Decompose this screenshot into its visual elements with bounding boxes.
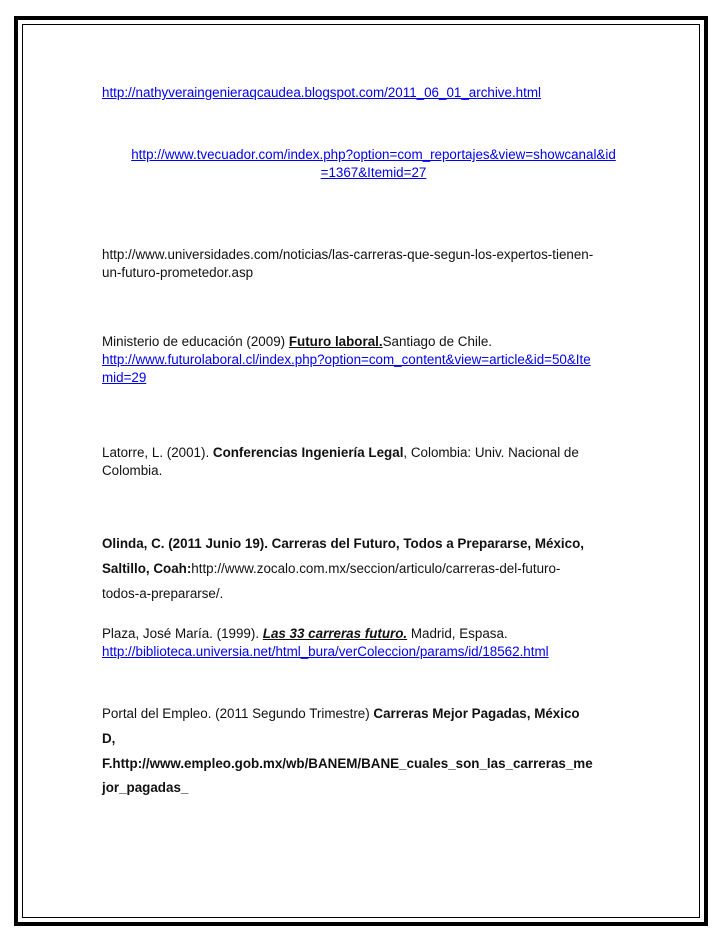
reference-8-line3: F.http://www.empleo.gob.mx/wb/BANEM/BANE_cuales_son_las_carreras_me: [102, 755, 593, 771]
reference-6: [102, 532, 637, 606]
reference-6-line1: Olinda, C. (2011 Junio 19). Carreras del Futuro, Todos a Prepararse, México,: [102, 536, 584, 551]
reference-6-line2-url: http://www.zocalo.com.mx/seccion/articulo/carreras-del-futuro-: [191, 560, 561, 576]
reference-5-rest-line1: , Colombia: Univ. Nacional de: [403, 445, 579, 460]
reference-2-link-line2[interactable]: =1367&Itemid=27: [320, 165, 427, 181]
reference-8-line4: jor_pagadas_: [102, 780, 189, 796]
reference-6-line3: todos-a-prepararse/.: [102, 585, 224, 601]
reference-7-title: Las 33 carreras futuro.: [262, 626, 408, 641]
reference-4-title: Futuro laboral.: [288, 334, 383, 349]
reference-3: [102, 246, 637, 282]
reference-8-line2: D,: [102, 730, 116, 746]
reference-2-link-line1[interactable]: http://www.tvecuador.com/index.php?option=com_reportajes&view=showcanal&id: [131, 147, 616, 162]
reference-5-title: Conferencias Ingeniería Legal: [212, 445, 404, 460]
reference-4: [102, 333, 637, 387]
reference-1: [102, 84, 637, 102]
reference-8: [102, 702, 637, 801]
reference-3-line1: http://www.universidades.com/noticias/las-carreras-que-segun-los-expertos-tienen-: [102, 247, 594, 262]
reference-4-author: Ministerio de educación (2009): [102, 334, 289, 349]
reference-7-link[interactable]: http://biblioteca.universia.net/html_bura/verColeccion/params/id/18562.html: [102, 644, 549, 660]
reference-7-author: Plaza, José María. (1999).: [102, 626, 263, 641]
reference-1-link[interactable]: http://nathyveraingenieraqcaudea.blogspot.com/2011_06_01_archive.html: [102, 85, 541, 100]
reference-7-rest: Madrid, Espasa.: [407, 626, 508, 641]
reference-4-place: Santiago de Chile.: [382, 334, 493, 349]
reference-7: [102, 625, 637, 661]
reference-8-line1-bold: Carreras Mejor Pagadas, México: [373, 706, 580, 721]
reference-8-line1-plain: Portal del Empleo. (2011 Segundo Trimestre): [102, 706, 374, 721]
reference-4-link-line1[interactable]: http://www.futurolaboral.cl/index.php?option=com_content&view=article&id=50&Ite: [102, 352, 591, 368]
reference-6-line2-bold: Saltillo, Coah:: [102, 560, 192, 576]
reference-5-author: Latorre, L. (2001).: [102, 445, 213, 460]
reference-2: [106, 146, 641, 182]
reference-3-line2: un-futuro-prometedor.asp: [102, 265, 254, 281]
reference-5-rest-line2: Colombia.: [102, 463, 163, 479]
reference-4-link-line2[interactable]: mid=29: [102, 370, 147, 386]
reference-5: [102, 444, 637, 480]
